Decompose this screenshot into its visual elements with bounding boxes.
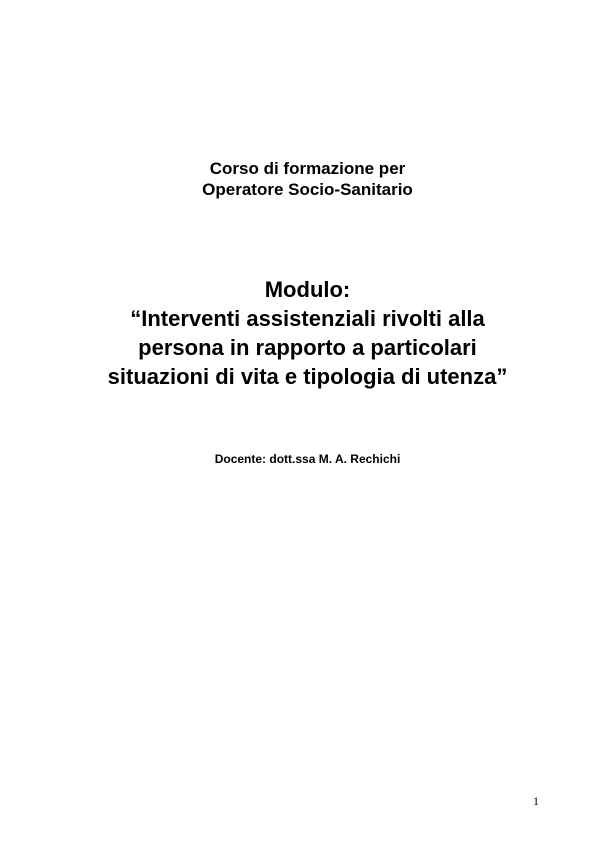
course-title-line-2: Operatore Socio-Sanitario [202,180,413,199]
module-label: Modulo: [264,277,351,302]
page-number: 1 [533,794,539,808]
module-title-line-1: “Interventi assistenziali rivolti alla [130,306,485,331]
module-title [0,304,595,391]
course-title-line-1: Corso di formazione per [209,159,406,178]
module-title-line-3: situazioni di vita e tipologia di utenza” [107,364,508,389]
teacher-credit: Docente: dott.ssa M. A. Rechichi [214,452,401,466]
course-heading [0,158,595,200]
module-heading [0,276,595,391]
module-title-line-2: persona in rapporto a particolari [138,335,477,360]
